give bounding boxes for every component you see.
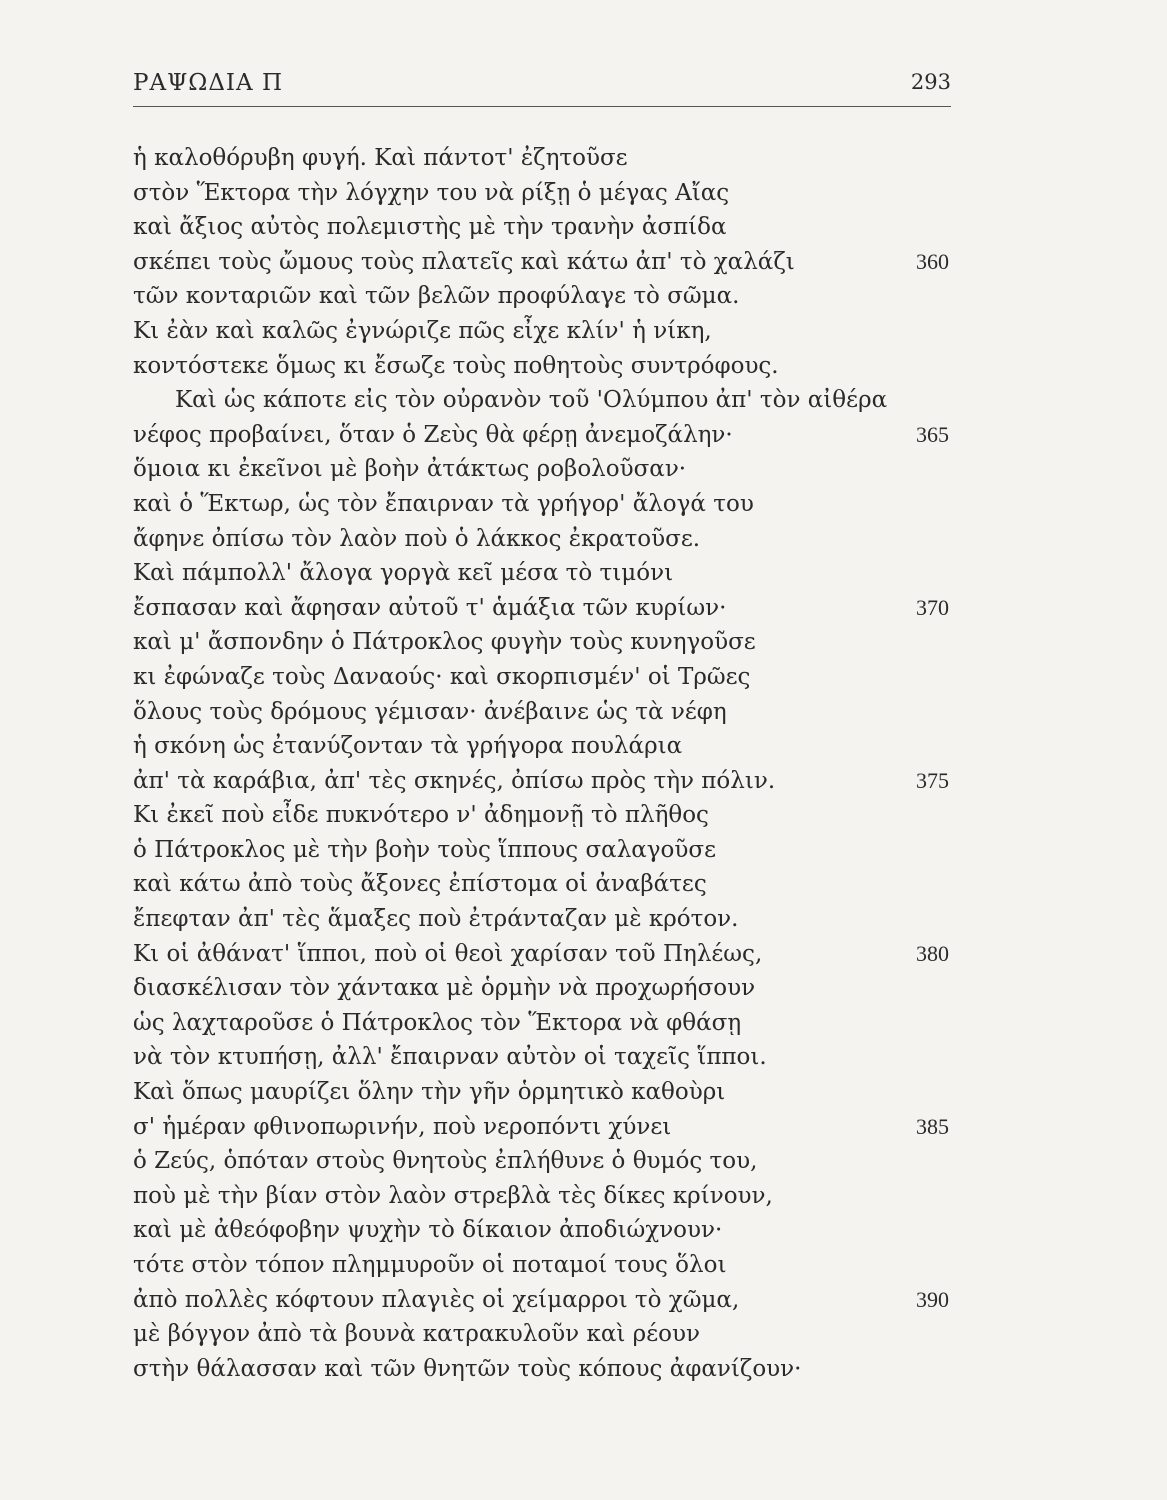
- verse-line: [133, 1213, 973, 1248]
- verse-text: Καὶ ὅπως μαυρίζει ὅλην τὴν γῆν ὁρμητικὸ καθοὺρι: [133, 1079, 726, 1106]
- verse-text: ἡ σκόνη ὡς ἐτανύζονταν τὰ γρήγορα πουλάρια: [133, 733, 683, 760]
- verse-line: [133, 798, 973, 833]
- verse-line: [133, 902, 973, 937]
- verse-text: Κι οἱ ἀθάνατ' ἵπποι, ποὺ οἱ θεοὶ χαρίσαν τοῦ Πηλέως,: [133, 940, 763, 967]
- verse-text: στὴν θάλασσαν καὶ τῶν θνητῶν τοὺς κόπους ἀφανίζουν·: [133, 1355, 802, 1382]
- verse-text: ἄφηνε ὀπίσω τὸν λαὸν ποὺ ὁ λάκκος ἐκρατοῦσε.: [133, 525, 701, 552]
- verse-line: [133, 141, 973, 176]
- verse-line: [133, 833, 973, 868]
- verse-text: κι ἐφώναζε τοὺς Δαναούς· καὶ σκορπισμέν' οἱ Τρῶες: [133, 663, 751, 690]
- verse-line: [133, 1179, 973, 1214]
- verse-text: σ' ἡμέραν φθινοπωρινήν, ποὺ νεροπόντι χύνει: [133, 1113, 672, 1140]
- verse-line: [133, 452, 973, 487]
- verse-line: [133, 1352, 973, 1387]
- verse-text: ἔπεφταν ἀπ' τὲς ἅμαξες ποὺ ἐτράνταζαν μὲ κρότον.: [133, 906, 739, 933]
- line-number: 380: [916, 940, 949, 966]
- verse-line: [133, 1006, 973, 1041]
- verse-text: καὶ μ' ἄσπονδην ὁ Πάτροκλος φυγὴν τοὺς κυνηγοῦσε: [133, 629, 756, 656]
- verse-text: διασκέλισαν τὸν χάντακα μὲ ὁρμὴν νὰ προχωρήσουν: [133, 975, 756, 1002]
- verse-text: μὲ βόγγον ἀπὸ τὰ βουνὰ κατρακυλοῦν καὶ ρέουν: [133, 1321, 700, 1348]
- verse-line: [133, 695, 973, 730]
- verse-line: [133, 1317, 973, 1352]
- line-number: 375: [916, 767, 949, 793]
- verse-text: ὡς λαχταροῦσε ὁ Πάτροκλος τὸν Ἕκτορα νὰ φθάσῃ: [133, 1009, 742, 1036]
- verse-text: ὁ Ζεύς, ὁπόταν στοὺς θνητοὺς ἐπλήθυνε ὁ θυμός του,: [133, 1148, 758, 1175]
- verse-text: ἡ καλοθόρυβη φυγή. Καὶ πάντοτ' ἐζητοῦσε: [133, 145, 628, 171]
- verse-line: [133, 1040, 973, 1075]
- verse-line: [133, 556, 973, 591]
- verse-line: [133, 210, 973, 245]
- verse-text: Καὶ πάμπολλ' ἄλογα γοργὰ κεῖ μέσα τὸ τιμόνι: [133, 560, 674, 587]
- verse-text: στὸν Ἕκτορα τὴν λόγχην του νὰ ρίξῃ ὁ μέγας Αἴας: [133, 179, 730, 206]
- verse-text: νέφος προβαίνει, ὅταν ὁ Ζεὺς θὰ φέρῃ ἀνεμοζάλην·: [133, 421, 733, 448]
- verse-text: Καὶ ὡς κάποτε εἰς τὸν οὐρανὸν τοῦ 'Ολύμπου ἀπ' τὸν αἰθέρα: [175, 387, 888, 414]
- verse-text: καὶ κάτω ἀπὸ τοὺς ἄξονες ἐπίστομα οἱ ἀναβάτες: [133, 871, 707, 898]
- verse-text: καὶ ὁ Ἕκτωρ, ὡς τὸν ἔπαιρναν τὰ γρήγορ' ἄλογά του: [133, 490, 754, 517]
- verse-text: ἔσπασαν καὶ ἄφησαν αὐτοῦ τ' ἁμάξια τῶν κυρίων·: [133, 594, 727, 621]
- line-number: 365: [916, 421, 949, 447]
- running-header: [133, 70, 951, 104]
- verse-line: [133, 349, 973, 384]
- line-number: 390: [916, 1286, 949, 1312]
- verse-line: [133, 729, 973, 764]
- verse-line: [133, 1110, 973, 1145]
- verse-line: [133, 176, 973, 211]
- line-number: 385: [916, 1113, 949, 1139]
- verse-text: Κι ἐκεῖ ποὺ εἶδε πυκνότερο ν' ἀδημονῇ τὸ πλῆθος: [133, 802, 709, 829]
- verse-text: τῶν κονταριῶν καὶ τῶν βελῶν προφύλαγε τὸ σῶμα.: [133, 283, 740, 310]
- verse-line: [133, 971, 973, 1006]
- verse-line: [133, 1248, 973, 1283]
- verse-line: [133, 937, 973, 972]
- verse-line: [133, 625, 973, 660]
- verse-line: [133, 487, 973, 522]
- line-number: 370: [916, 594, 949, 620]
- chapter-title: ΡΑΨΩΔΙΑ Π: [133, 70, 283, 96]
- verse-text: ἀπ' τὰ καράβια, ἀπ' τὲς σκηνές, ὀπίσω πρὸς τὴν πόλιν.: [133, 767, 776, 794]
- verse-text: καὶ μὲ ἀθεόφοβην ψυχὴν τὸ δίκαιον ἀποδιώχνουν·: [133, 1217, 723, 1244]
- line-number: 360: [916, 248, 949, 274]
- verse-text: Κι ἐὰν καὶ καλῶς ἐγνώριζε πῶς εἶχε κλίν' ἡ νίκη,: [133, 317, 712, 344]
- verse-line: [133, 591, 973, 626]
- verse-text: ὁ Πάτροκλος μὲ τὴν βοὴν τοὺς ἵππους σαλαγοῦσε: [133, 836, 716, 863]
- verse-line: [133, 1075, 973, 1110]
- verse-text: ποὺ μὲ τὴν βίαν στὸν λαὸν στρεβλὰ τὲς δίκες κρίνουν,: [133, 1182, 773, 1209]
- verse-text: τότε στὸν τόπον πλημμυροῦν οἱ ποταμοί τους ὅλοι: [133, 1252, 727, 1278]
- verse-line: [133, 279, 973, 314]
- verse-line: [133, 245, 973, 280]
- verse-line: [133, 1144, 973, 1179]
- verse-line: [133, 660, 973, 695]
- verse-text: ὅμοια κι ἐκεῖνοι μὲ βοὴν ἀτάκτως ροβολοῦσαν·: [133, 456, 687, 483]
- verse-line: [133, 764, 973, 799]
- verse-text: νὰ τὸν κτυπήσῃ, ἀλλ' ἔπαιρναν αὐτὸν οἱ ταχεῖς ἵπποι.: [133, 1044, 767, 1071]
- verse-line: [133, 1283, 973, 1318]
- verse-text: ἀπὸ πολλὲς κόφτουν πλαγιὲς οἱ χείμαρροι τὸ χῶμα,: [133, 1286, 740, 1313]
- verse-line: [133, 867, 973, 902]
- verse-line: [133, 522, 973, 557]
- verse-text: σκέπει τοὺς ὤμους τοὺς πλατεῖς καὶ κάτω ἀπ' τὸ χαλάζι: [133, 248, 795, 275]
- verse-line: [133, 383, 973, 418]
- verse-line: [133, 314, 973, 349]
- page-number: 293: [910, 70, 951, 94]
- verse-text: καὶ ἄξιος αὐτὸς πολεμιστὴς μὲ τὴν τρανὴν ἀσπίδα: [133, 214, 727, 241]
- header-divider: [133, 106, 951, 107]
- verse-text: κοντόστεκε ὅμως κι ἔσωζε τοὺς ποθητοὺς συντρόφους.: [133, 352, 779, 379]
- poem-text: [133, 141, 973, 1386]
- verse-text: ὅλους τοὺς δρόμους γέμισαν· ἀνέβαινε ὡς τὰ νέφη: [133, 698, 727, 725]
- verse-line: [133, 418, 973, 453]
